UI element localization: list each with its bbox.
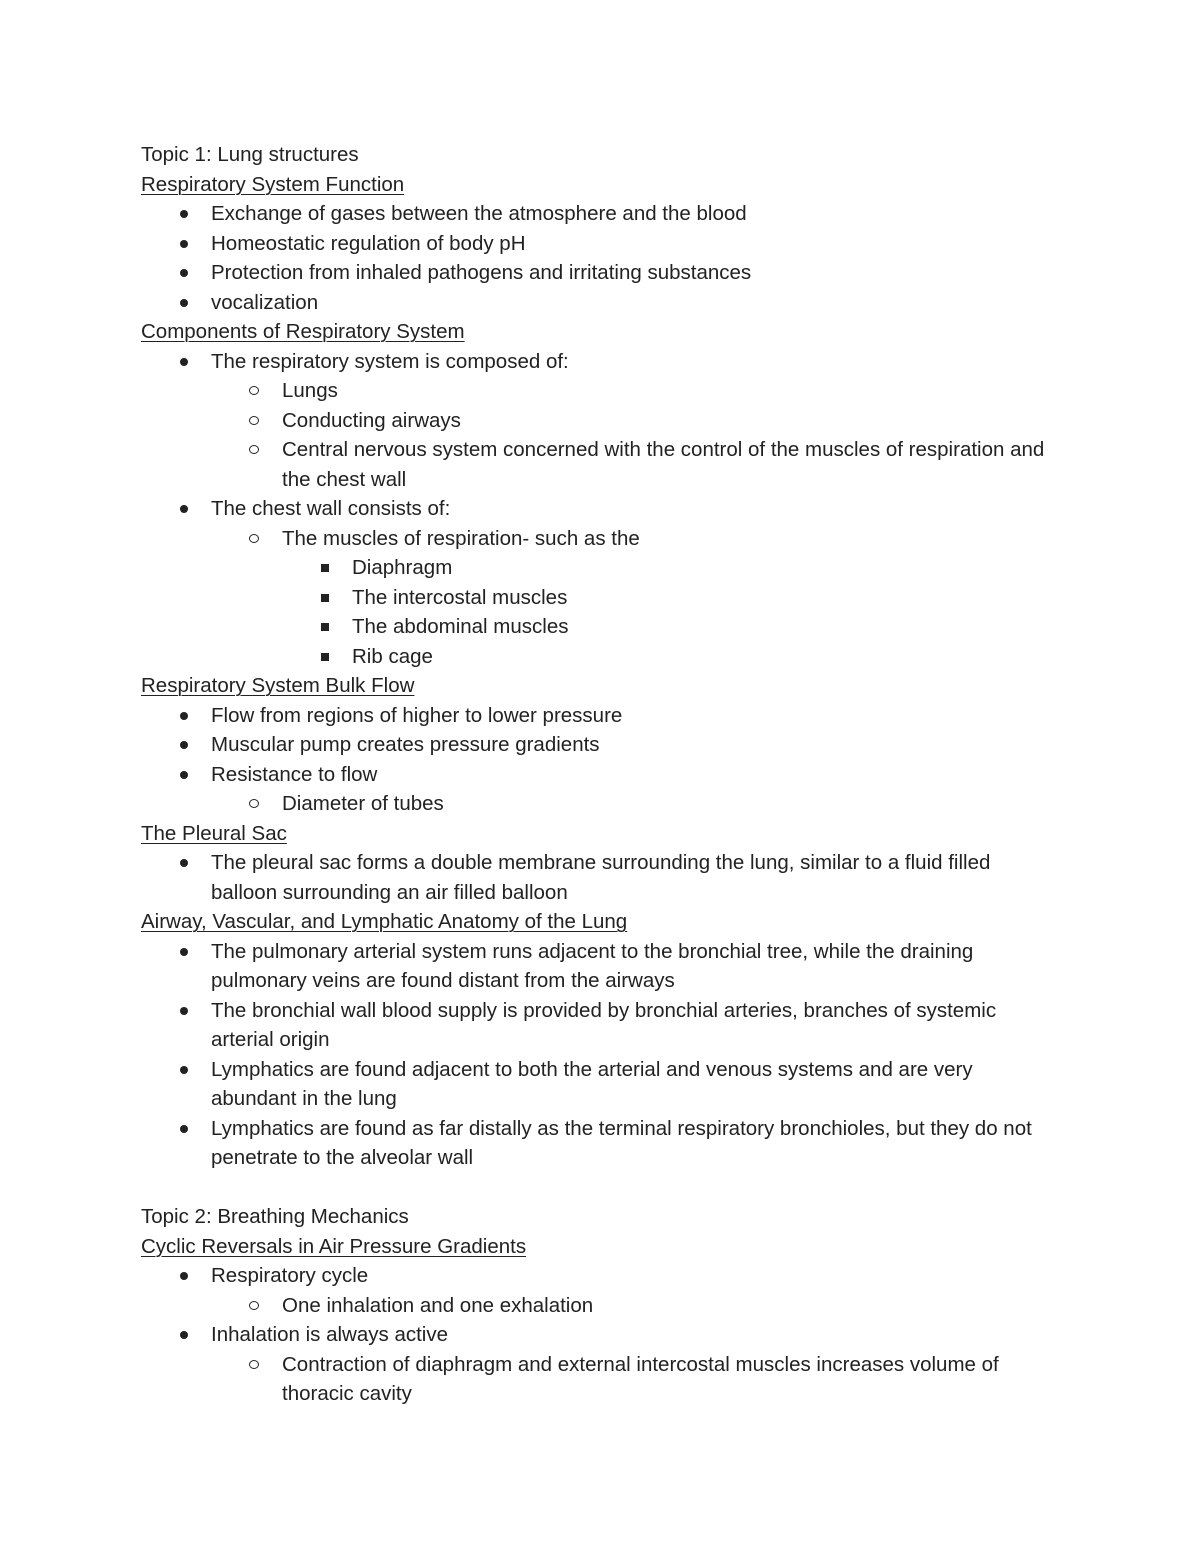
bullet-disc-icon <box>180 240 188 248</box>
list-item-text: Lymphatics are found as far distally as the terminal respiratory bronchioles, but they do not penetrate to the alveolar wall <box>211 1116 1032 1169</box>
list-item-text: Homeostatic regulation of body pH <box>211 231 526 255</box>
bullet-circle-icon <box>249 1301 259 1310</box>
list-item-text: The pulmonary arterial system runs adjacent to the bronchial tree, while the draining pulmonary veins are found distant from the airways <box>211 939 974 992</box>
bullet-circle-icon <box>249 386 259 395</box>
bullet-circle-icon <box>249 416 259 425</box>
list-item <box>141 258 1051 288</box>
bullet-disc-icon <box>180 299 188 307</box>
list-item <box>141 347 1051 377</box>
bullet-square-icon <box>321 653 329 661</box>
list-item-text: Resistance to flow <box>211 762 378 786</box>
bullet-disc-icon <box>180 712 188 720</box>
list-item-text: Conducting airways <box>282 408 461 432</box>
bullet-disc-icon <box>180 1125 188 1133</box>
list-item <box>141 1320 1051 1350</box>
bullet-square-icon <box>321 594 329 602</box>
list-item-text: Protection from inhaled pathogens and irritating substances <box>211 261 752 284</box>
list-item <box>141 288 1051 318</box>
list-item <box>141 1291 1051 1321</box>
bullet-disc-icon <box>180 358 188 366</box>
list-item <box>141 376 1051 406</box>
list-item-text: The chest wall consists of: <box>211 497 451 520</box>
list-item-text: Central nervous system concerned with the control of the muscles of respiration and the chest wall <box>282 438 1045 491</box>
list-item-text: The muscles of respiration- such as the <box>282 526 640 550</box>
bullet-disc-icon <box>180 1007 188 1015</box>
bullet-disc-icon <box>180 859 188 867</box>
bullet-circle-icon <box>249 534 259 543</box>
bullet-disc-icon <box>180 1331 188 1339</box>
list-item <box>141 406 1051 436</box>
document-body <box>141 140 1051 1409</box>
list-item <box>141 1055 1051 1114</box>
list-item <box>141 789 1051 819</box>
list-item <box>141 760 1051 790</box>
bullet-disc-icon <box>180 269 188 277</box>
list-item <box>141 996 1051 1055</box>
list-item-text: The bronchial wall blood supply is provided by bronchial arteries, branches of systemic arterial origin <box>211 998 997 1051</box>
list-item-text: Lungs <box>282 379 338 402</box>
list-item-text: Contraction of diaphragm and external intercostal muscles increases volume of thoracic cavity <box>282 1352 999 1405</box>
section-heading: Components of Respiratory System <box>141 320 465 343</box>
list-item-text: The pleural sac forms a double membrane surrounding the lung, similar to a fluid filled balloon surrounding an air filled balloon <box>211 851 991 904</box>
bullet-disc-icon <box>180 771 188 779</box>
list-item-text: Rib cage <box>352 644 433 668</box>
list-item <box>141 199 1051 229</box>
list-item <box>141 1261 1051 1291</box>
list-item <box>141 1114 1051 1173</box>
list-item-text: Diameter of tubes <box>282 792 444 815</box>
list-item <box>141 612 1051 642</box>
section-heading: Respiratory System Function <box>141 172 405 196</box>
bullet-disc-icon <box>180 505 188 513</box>
list-item <box>141 937 1051 996</box>
bullet-circle-icon <box>249 1360 259 1369</box>
list-item-text: The abdominal muscles <box>352 615 569 638</box>
bullet-square-icon <box>321 564 329 572</box>
bullet-disc-icon <box>180 1066 188 1074</box>
list-item-text: The respiratory system is composed of: <box>211 349 569 373</box>
list-item-text: The intercostal muscles <box>352 585 568 609</box>
list-item <box>141 642 1051 672</box>
list-item <box>141 524 1051 554</box>
list-item <box>141 435 1051 494</box>
bullet-disc-icon <box>180 210 188 218</box>
list-item <box>141 1350 1051 1409</box>
section-heading: The Pleural Sac <box>141 821 287 845</box>
list-item <box>141 553 1051 583</box>
list-item-text: Diaphragm <box>352 556 453 579</box>
bullet-disc-icon <box>180 948 188 956</box>
blank-line <box>141 1173 1051 1203</box>
topic-title: Topic 1: Lung structures <box>141 143 359 166</box>
bullet-disc-icon <box>180 1272 188 1280</box>
bullet-square-icon <box>321 623 329 631</box>
section-heading: Cyclic Reversals in Air Pressure Gradients <box>141 1234 527 1258</box>
list-item-text: One inhalation and one exhalation <box>282 1293 594 1317</box>
bullet-disc-icon <box>180 741 188 749</box>
list-item <box>141 848 1051 907</box>
list-item <box>141 494 1051 524</box>
list-item <box>141 730 1051 760</box>
section-heading: Respiratory System Bulk Flow <box>141 674 415 697</box>
list-item-text: Muscular pump creates pressure gradients <box>211 733 600 756</box>
list-item-text: Inhalation is always active <box>211 1323 449 1346</box>
topic-title: Topic 2: Breathing Mechanics <box>141 1205 409 1228</box>
list-item <box>141 583 1051 613</box>
section-heading: Airway, Vascular, and Lymphatic Anatomy of the Lung <box>141 910 628 933</box>
list-item <box>141 701 1051 731</box>
bullet-circle-icon <box>249 445 259 454</box>
list-item <box>141 229 1051 259</box>
list-item-text: Lymphatics are found adjacent to both the arterial and venous systems and are very abundant in the lung <box>211 1057 973 1110</box>
list-item-text: Exchange of gases between the atmosphere and the blood <box>211 202 747 225</box>
list-item-text: vocalization <box>211 290 319 314</box>
bullet-circle-icon <box>249 799 259 808</box>
list-item-text: Flow from regions of higher to lower pressure <box>211 703 623 727</box>
list-item-text: Respiratory cycle <box>211 1264 369 1287</box>
